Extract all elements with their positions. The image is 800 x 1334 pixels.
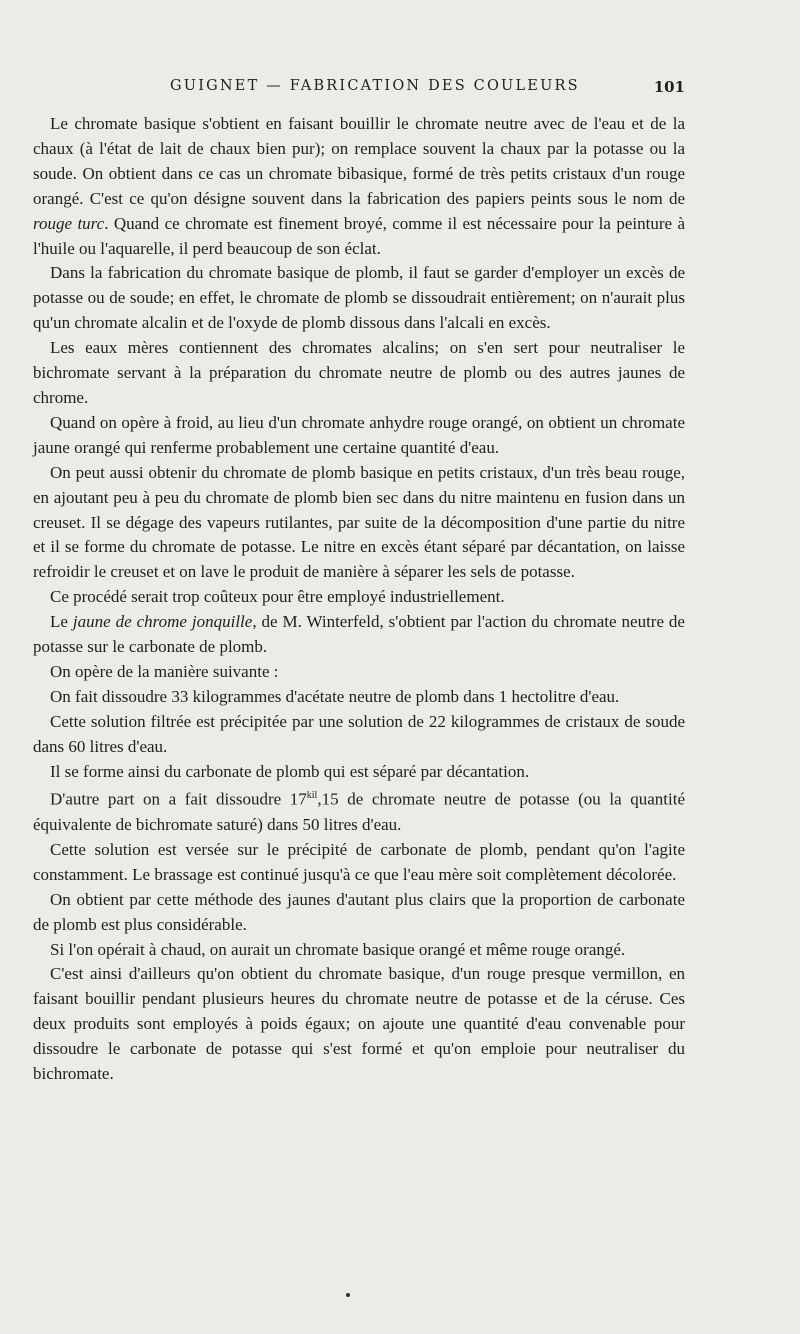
paragraph: Le chromate basique s'obtient en faisant bouillir le chromate neutre avec de l'eau et de la chaux (à l'état de lait de chaux bien pur); on remplace souvent la chaux par la potasse ou la soude. On obtient dans ce cas un chromate bibasique, formé de très petits cristaux d'un rouge orangé. C'est ce qu'on désigne souvent dans la fabrication des papiers peints sous le nom de rouge turc. Quand ce chromate est finement broyé, comme il est nécessaire pour la peinture à l'huile ou l'aquarelle, il perd beaucoup de son éclat. [33,114,685,258]
paragraph: D'autre part on a fait dissoudre $17^{kil},15$ de chromate neutre de potasse (ou la quantité équivalente de bichromate saturé) dans 50 litres d'eau. [33,790,685,835]
running-title: GUIGNET — FABRICATION DES COULEURS [170,78,580,94]
paragraph: Cette solution est versée sur le précipité de carbonate de plomb, pendant qu'on l'agite constamment. Le brassage est continué jusqu'à ce que l'eau mère soit complètement décolorée. [33,839,685,884]
emphasis: jaune de chrome jonquille [72,612,253,632]
page-mark [346,1293,350,1297]
paragraph: Dans la fabrication du chromate basique de plomb, il faut se garder d'employer un excès de potasse ou de soude; en effet, le chromate de plomb se dissoudrait entièrement; on n'aurait plus qu'un chromate alcalin et de l'oxyde de plomb dissous dans l'alcali en excès. [33,263,685,333]
paragraph: Le jaune de chrome jonquille, de M. Winterfeld, s'obtient par l'action du chromate neutre de potasse sur le carbonate de plomb. [33,612,685,657]
paragraph: C'est ainsi d'ailleurs qu'on obtient du chromate basique, d'un rouge presque vermillon, en faisant bouillir pendant plusieurs heures du chromate neutre de potasse et de la céruse. Ces deux produits sont employés à poids égaux; on ajoute une quantité d'eau convenable pour dissoudre le carbonate de potasse qui s'est formé et qu'on emploie pour neutraliser du bichromate. [33,964,685,1084]
paragraph: Il se forme ainsi du carbonate de plomb qui est séparé par décantation. [50,761,530,781]
paragraph: Quand on opère à froid, au lieu d'un chromate anhydre rouge orangé, on obtient un chromate jaune orangé qui renferme probablement une certaine quantité d'eau. [33,412,685,457]
paragraph: On fait dissoudre 33 kilogrammes d'acétate neutre de plomb dans 1 hectolitre d'eau. [50,686,620,706]
paragraph: On peut aussi obtenir du chromate de plomb basique en petits cristaux, d'un très beau rouge, en ajoutant peu à peu du chromate de plomb bien sec dans du nitre maintenu en fusion dans un creuset. Il se dégage des vapeurs rutilantes, par suite de la décomposition d'une partie du nitre et il se forme du chromate de potasse. Le nitre en excès étant séparé par décantation, on laisse refroidir le creuset et on lave le produit de manière à séparer les sels de potasse. [33,462,685,582]
page-header [170,78,685,100]
paragraph: Cette solution filtrée est précipitée par une solution de 22 kilogrammes de cristaux de soude dans 60 litres d'eau. [33,711,685,756]
paragraph: On obtient par cette méthode des jaunes d'autant plus clairs que la proportion de carbonate de plomb est plus considérable. [33,889,685,934]
paragraph: On opère de la manière suivante : [50,661,279,681]
unit-superscript: kil [306,790,318,802]
page-number: 101 [653,78,685,96]
paragraph: Ce procédé serait trop coûteux pour être employé industriellement. [50,587,505,607]
body-text [33,112,685,1087]
paragraph: Les eaux mères contiennent des chromates alcalins; on s'en sert pour neutraliser le bichromate servant à la préparation du chromate neutre de plomb ou des autres jaunes de chrome. [33,338,685,407]
paragraph: Si l'on opérait à chaud, on aurait un chromate basique orangé et même rouge orangé. [50,939,626,959]
emphasis: rouge turc [33,213,105,233]
